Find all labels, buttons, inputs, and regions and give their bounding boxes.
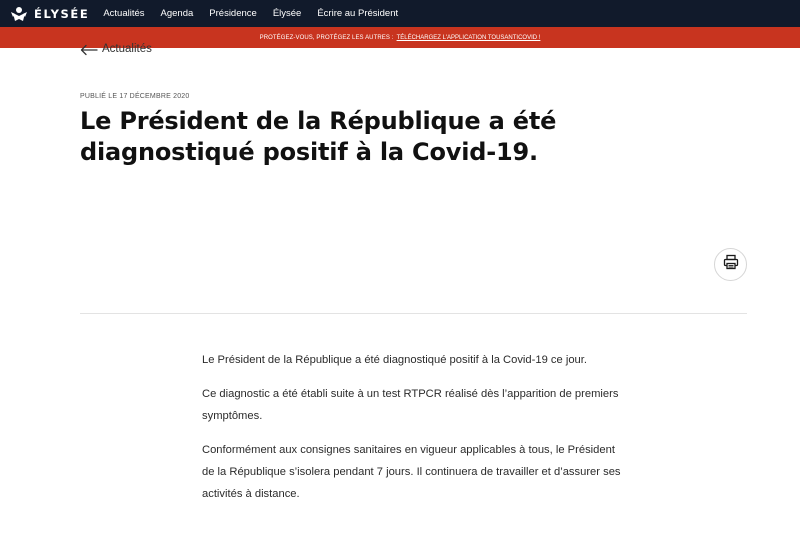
- back-link-label: Actualités: [102, 43, 152, 55]
- back-link[interactable]: [80, 43, 152, 55]
- banner-text: PROTÉGEZ-VOUS, PROTÉGEZ LES AUTRES :: [259, 34, 394, 41]
- nav-item-actualites[interactable]: Actualités: [103, 8, 145, 19]
- nav-item-presidence[interactable]: Présidence: [209, 8, 257, 19]
- nav-item-elysee[interactable]: Élysée: [272, 8, 302, 19]
- printer-icon: [723, 254, 739, 275]
- nav-item-agenda[interactable]: Agenda: [160, 8, 194, 19]
- top-navigation: [0, 0, 800, 27]
- article-body: [202, 349, 622, 517]
- article-paragraph: Ce diagnostic a été établi suite à un test RTPCR réalisé dès l’apparition de premiers symptômes.: [202, 388, 619, 422]
- print-button[interactable]: [714, 248, 747, 281]
- article-paragraph: Conformément aux consignes sanitaires en vigueur applicables à tous, le Président de la République s’isolera pendant 7 jours. Il continuera de travailler et d’assurer ses activités à distance.: [202, 444, 621, 500]
- brand-link[interactable]: [10, 0, 89, 27]
- article-paragraph: Le Président de la République a été diagnostiqué positif à la Covid-19 ce jour.: [202, 354, 587, 366]
- brand-name: ÉLYSÉE: [34, 6, 90, 21]
- arrow-left-icon: [80, 43, 98, 55]
- elysee-emblem-icon: [10, 5, 28, 23]
- banner-link[interactable]: TÉLÉCHARGEZ L'APPLICATION TOUSANTICOVID !: [396, 34, 541, 41]
- section-divider: [80, 313, 747, 314]
- published-date: PUBLIÉ LE 17 DÉCEMBRE 2020: [80, 93, 190, 100]
- article-title: Le Président de la République a été diagnostiqué positif à la Covid-19.: [80, 107, 557, 166]
- main-menu: [103, 8, 414, 19]
- nav-item-ecrire[interactable]: Écrire au Président: [317, 8, 399, 19]
